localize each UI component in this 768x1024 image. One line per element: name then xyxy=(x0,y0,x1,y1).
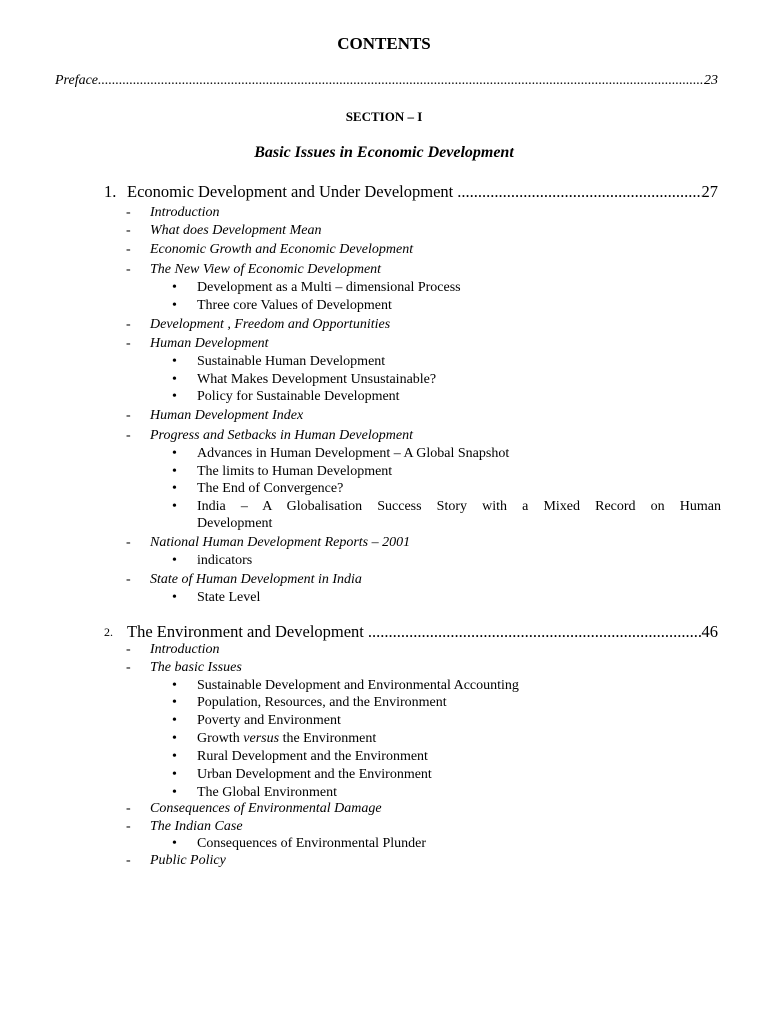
bullet-marker: • xyxy=(172,767,177,782)
bullet-label: Policy for Sustainable Development xyxy=(197,389,400,404)
chapter-number: 1. xyxy=(104,182,117,201)
topic-label: The basic Issues xyxy=(150,660,242,675)
bullet-marker: • xyxy=(172,590,177,605)
topic-label: Introduction xyxy=(150,642,220,657)
bullet-label: State Level xyxy=(197,590,261,605)
bullet-marker: • xyxy=(172,481,177,496)
topic-label: What does Development Mean xyxy=(150,223,322,238)
bullet-marker: • xyxy=(172,749,177,764)
dash-marker: - xyxy=(126,317,131,332)
page-title: CONTENTS xyxy=(337,34,431,53)
topic-label: The Indian Case xyxy=(150,819,243,834)
bullet-label: The End of Convergence? xyxy=(197,481,344,496)
dash-marker: - xyxy=(126,223,131,238)
topic-label: Human Development Index xyxy=(150,408,304,423)
chapter-title: Economic Development and Under Development xyxy=(127,182,454,201)
bullet-label: Rural Development and the Environment xyxy=(197,749,428,764)
bullet-marker: • xyxy=(172,464,177,479)
bullet-label: Population, Resources, and the Environment xyxy=(197,695,447,710)
bullet-marker: • xyxy=(172,372,177,387)
toc-entry-preface[interactable] xyxy=(55,73,718,89)
bullet-label-continuation: Development xyxy=(197,516,273,531)
chapter-page-number: 27 xyxy=(701,182,718,201)
bullet-marker: • xyxy=(172,695,177,710)
topic-label: Economic Growth and Economic Development xyxy=(150,242,414,257)
bullet-label-emphasis: versus xyxy=(243,731,280,746)
bullet-label: Consequences of Environmental Plunder xyxy=(197,836,427,851)
topic-label: Human Development xyxy=(150,336,269,351)
bullet-label: Three core Values of Development xyxy=(197,298,392,313)
toc-entry-chapter-2[interactable] xyxy=(104,622,718,642)
leader-dots xyxy=(368,622,702,642)
bullet-label: Sustainable Human Development xyxy=(197,354,386,369)
toc-entry-chapter-1[interactable] xyxy=(104,182,718,202)
preface-page-number: 23 xyxy=(704,73,718,88)
bullet-marker: • xyxy=(172,836,177,851)
chapter-number: 2. xyxy=(104,625,113,639)
dash-marker: - xyxy=(126,428,131,443)
bullet-marker: • xyxy=(172,298,177,313)
chapter-title: The Environment and Development xyxy=(127,622,364,641)
bullet-label-part: Growth xyxy=(197,731,244,746)
dash-marker: - xyxy=(126,572,131,587)
bullet-label xyxy=(197,730,376,747)
dash-marker: - xyxy=(126,408,131,423)
bullet-label: Poverty and Environment xyxy=(197,713,341,728)
bullet-label: Advances in Human Development – A Global Snapshot xyxy=(197,446,510,461)
bullet-marker: • xyxy=(172,280,177,295)
bullet-label: Sustainable Development and Environmental Accounting xyxy=(197,678,519,693)
dash-marker: - xyxy=(126,660,131,675)
bullet-label: What Makes Development Unsustainable? xyxy=(197,372,437,387)
topic-label: National Human Development Reports – 2001 xyxy=(150,535,411,550)
topic-label: State of Human Development in India xyxy=(150,572,362,587)
dash-marker: - xyxy=(126,853,131,868)
bullet-label: Development as a Multi – dimensional Process xyxy=(197,280,461,295)
preface-label: Preface. xyxy=(55,73,102,88)
section-title: Basic Issues in Economic Development xyxy=(254,144,514,161)
topic-label: Consequences of Environmental Damage xyxy=(150,801,382,816)
leader-dots xyxy=(102,73,704,89)
bullet-label: Urban Development and the Environment xyxy=(197,767,432,782)
bullet-label-part: the Environment xyxy=(279,731,377,746)
topic-label: The New View of Economic Development xyxy=(150,262,382,277)
topic-label: Progress and Setbacks in Human Development xyxy=(150,428,413,443)
dash-marker: - xyxy=(126,801,131,816)
leader-dots xyxy=(457,182,701,202)
topic-label: Introduction xyxy=(150,205,220,220)
chapter-page-number: 46 xyxy=(701,622,718,641)
bullet-label: India – A Globalisation Success Story with a Mixed Record on Human xyxy=(197,499,721,514)
dash-marker: - xyxy=(126,819,131,834)
section-label: SECTION – I xyxy=(345,109,423,124)
bullet-marker: • xyxy=(172,678,177,693)
dash-marker: - xyxy=(126,262,131,277)
dash-marker: - xyxy=(126,242,131,257)
topic-label: Public Policy xyxy=(150,853,226,868)
bullet-marker: • xyxy=(172,713,177,728)
bullet-marker: • xyxy=(172,731,177,746)
bullet-marker: • xyxy=(172,446,177,461)
bullet-label: The limits to Human Development xyxy=(197,464,393,479)
dash-marker: - xyxy=(126,336,131,351)
bullet-marker: • xyxy=(172,553,177,568)
topic-label: Development , Freedom and Opportunities xyxy=(150,317,391,332)
bullet-label: indicators xyxy=(197,553,253,568)
bullet-marker: • xyxy=(172,499,177,514)
dash-marker: - xyxy=(126,535,131,550)
bullet-marker: • xyxy=(172,389,177,404)
dash-marker: - xyxy=(126,205,131,220)
bullet-marker: • xyxy=(172,785,177,800)
dash-marker: - xyxy=(126,642,131,657)
bullet-label: The Global Environment xyxy=(197,785,337,800)
bullet-marker: • xyxy=(172,354,177,369)
